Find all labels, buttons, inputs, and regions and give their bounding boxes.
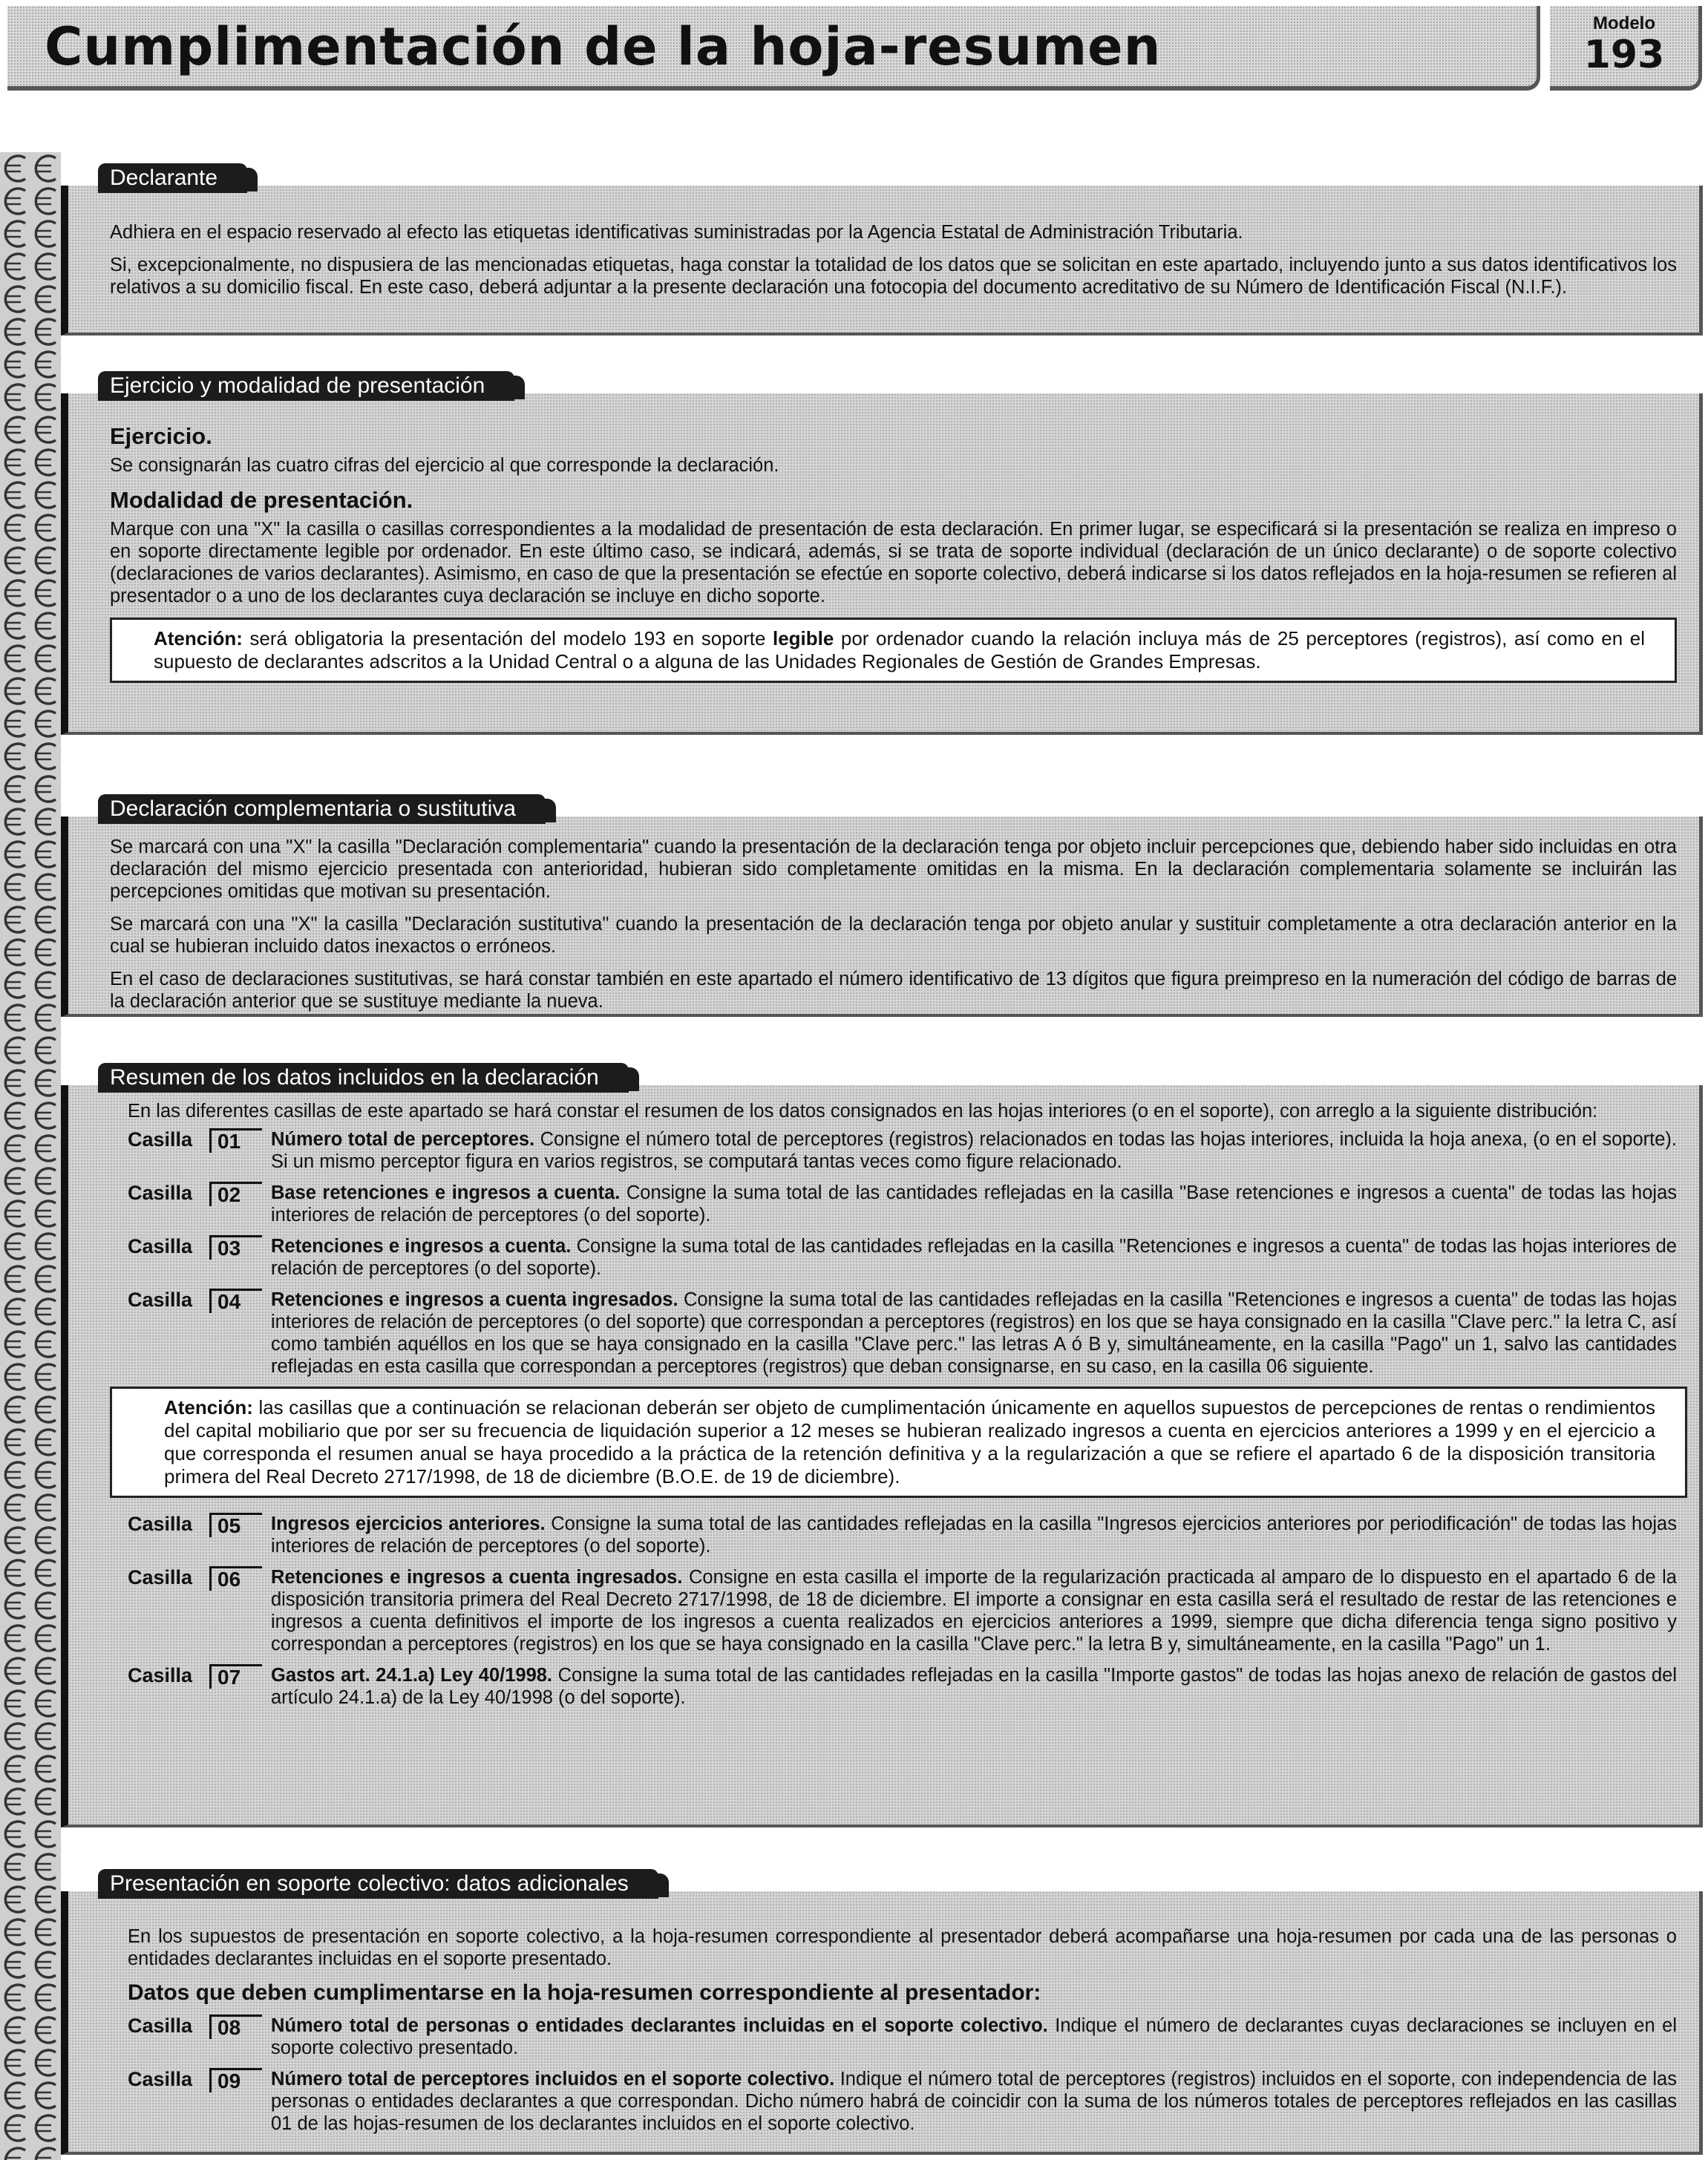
attention-box	[110, 1387, 1687, 1498]
attention-label: Atención:	[164, 1396, 253, 1418]
attention-box	[110, 618, 1677, 683]
section-tab-declarante: Declarante	[98, 163, 247, 193]
section-ejercicio	[61, 373, 1703, 735]
attention-text: por ordenador cuando la relación incluya más de 25 perceptores (registros), así como en el supuesto de declarantes adscritos a la Unidad Central o a alguna de las Unidades Regionales de Gestión de Grandes Empresas.	[154, 627, 1645, 672]
paragraph: Se consignarán las cuatro cifras del ejercicio al que corresponde la declaración.	[110, 455, 779, 476]
modelo-number: 193	[1583, 33, 1665, 77]
attention-text: será obligatoria la presentación del modelo 193 en soporte	[242, 627, 773, 649]
casilla-01: Casilla 01 Número total de perceptores. Consigne el número total de perceptores (registros) relacionados en todas las hojas interiores, incluida la hoja anexa, (o en el soporte). Si un mismo perceptor figura en varios registros, se computará tantas veces como figure relacionado.	[128, 1128, 1678, 1172]
section-tab-colectivo: Presentación en soporte colectivo: datos adicionales	[98, 1869, 658, 1899]
paragraph: Adhiera en el espacio reservado al efecto las etiquetas identificativas suministradas por la Agencia Estatal de Administración Tributaria.	[110, 222, 1243, 243]
paragraph: Se marcará con una "X" la casilla "Declaración sustitutiva" cuando la presentación de la declaración tenga por objeto anular y sustituir completamente a otra declaración anterior en la cual se hubieran incluido datos inexactos o erróneos.	[110, 914, 1677, 957]
section-tab-ejercicio: Ejercicio y modalidad de presentación	[98, 371, 514, 401]
section-complementaria	[61, 796, 1703, 1017]
section-tab-resumen: Resumen de los datos incluidos en la declaración	[98, 1063, 629, 1093]
casilla-04: Casilla 04 Retenciones e ingresos a cuenta ingresados. Consigne la suma total de las cantidades reflejadas en la casilla "Retenciones e ingresos a cuenta" de todas las hojas interiores de relación de perceptores (o del soporte) que correspondan a perceptores (registros) en los que se haya consignado en la casilla "Clave perc." la letra C, así como también aquéllos en los que se haya consignado en la casilla "Clave perc." las letras A ó B y, simultáneamente, en la casilla "Pago" un 1, salvo las cantidades reflejadas en esta casilla que correspondan a perceptores (registros) que deban consignarse, en su caso, en la casilla 06 siguiente.	[128, 1289, 1677, 1377]
section-tab-complementaria: Declaración complementaria o sustitutiva	[98, 794, 546, 824]
casilla-03: Casilla 03 Retenciones e ingresos a cuenta. Consigne la suma total de las cantidades reflejadas en la casilla "Retenciones e ingresos a cuenta" de todas las hojas interiores de relación de perceptores (o del soporte).	[128, 1235, 1677, 1279]
paragraph: Si, excepcionalmente, no dispusiera de las mencionadas etiquetas, haga constar la totalidad de los datos que se solicitan en este apartado, incluyendo junto a sus datos identificativos los relativos a su domicilio fiscal. En este caso, deberá adjuntar a la presente declaración una fotocopia del documento acreditativo de su Número de Identificación Fiscal (N.I.F.).	[110, 255, 1677, 298]
paragraph: Marque con una "X" la casilla o casillas correspondientes a la modalidad de presentación de esta declaración. En primer lugar, se especificará si la presentación se realiza en impreso o en soporte directamente legible por ordenador. En este último caso, se indicará, además, si se trata de soporte individual (declaración de un único declarante) o de soporte colectivo (declaraciones de varios declarantes). Asimismo, en caso de que la presentación se efectúe en soporte colectivo, deberá indicarse si los datos reflejados en la hoja-resumen se refieren al presentador o a uno de los declarantes cuya declaración se incluye en dicho soporte.	[110, 519, 1677, 606]
page-header	[7, 6, 1540, 91]
section-resumen	[61, 1065, 1703, 1827]
attention-text: las casillas que a continuación se relacionan deberán ser objeto de cumplimentación únicamente en aquellos supuestos de percepciones de rentas o rendimientos del capital mobiliario que por ser su frecuencia de liquidación superior a 12 meses se hubieran realizado ingresos a cuenta en ejercicios anteriores a 1999 y en el ejercicio a que corresponda el resumen anual se haya procedido a la práctica de la retención definitiva y a la regularización a que se refiere el apartado 6 de la disposición transitoria primera del Real Decreto 2717/1998, de 18 de diciembre (B.O.E. de 19 de diciembre).	[164, 1396, 1655, 1488]
section-declarante	[61, 166, 1703, 336]
paragraph: En las diferentes casillas de este apartado se hará constar el resumen de los datos consignados en las hojas interiores (o en el soporte), con arreglo a la siguiente distribución:	[128, 1101, 1598, 1122]
attention-bold: legible	[772, 627, 834, 649]
modelo-badge	[1550, 6, 1702, 91]
modelo-label: Modelo	[1593, 13, 1655, 33]
subheading-presentador: Datos que deben cumplimentarse en la hoja-resumen correspondiente al presentador:	[128, 1980, 1041, 2005]
casilla-05: Casilla 05 Ingresos ejercicios anteriores. Consigne la suma total de las cantidades reflejadas en la casilla "Ingresos ejercicios anteriores por periodificación" de todas las hojas interiores de relación de perceptores (o del soporte).	[128, 1513, 1677, 1557]
paragraph: En el caso de declaraciones sustitutivas, se hará constar también en este apartado el número identificativo de 13 dígitos que figura preimpreso en la numeración del código de barras de la declaración anterior que se sustituye mediante la nueva.	[110, 969, 1677, 1012]
subheading-ejercicio: Ejercicio.	[110, 423, 212, 449]
casilla-07: Casilla 07 Gastos art. 24.1.a) Ley 40/1998. Consigne la suma total de las cantidades reflejadas en la casilla "Importe gastos" de todas las hojas anexo de relación de gastos del artículo 24.1.a) de la Ley 40/1998 (o del soporte).	[128, 1664, 1677, 1708]
subheading-modalidad: Modalidad de presentación.	[110, 487, 413, 513]
page-title: Cumplimentación de la hoja-resumen	[45, 16, 1162, 77]
casilla-08: Casilla 08 Número total de personas o entidades declarantes incluidas en el soporte colectivo. Indique el número de declarantes cuyas declaraciones se incluyen en el soporte colectivo presentado.	[128, 2015, 1677, 2058]
casilla-09: Casilla 09 Número total de perceptores incluidos en el soporte colectivo. Indique el número total de perceptores (registros) incluidos en el soporte, con independencia de las personas o entidades declarantes a que correspondan. Dicho número habrá de coincidir con la suma de los números totales de perceptores reflejados en las casillas 01 de las hojas-resumen de los declarantes incluidos en el soporte colectivo.	[128, 2068, 1677, 2134]
casilla-06: Casilla 06 Retenciones e ingresos a cuenta ingresados. Consigne en esta casilla el importe de la regularización practicada al amparo de lo dispuesto en el apartado 6 de la disposición transitoria primera del Real Decreto 2717/1998, de 18 de diciembre. El importe a consignar en esta casilla será el resultado de restar de las retenciones e ingresos a cuenta definitivos el importe de los ingresos a cuenta realizados en ejercicios anteriores a 1999, siempre que dicha diferencia tenga signo positivo y correspondan a perceptores (registros) en los que se haya consignado en la casilla "Clave perc." la letra B y, simultáneamente, en la casilla "Pago" un 1.	[128, 1566, 1677, 1655]
euro-pattern-icon	[0, 152, 61, 2160]
paragraph: En los supuestos de presentación en soporte colectivo, a la hoja-resumen correspondiente al presentador deberá acompañarse una hoja-resumen por cada una de las personas o entidades declarantes incluidas en el soporte presentado.	[128, 1926, 1677, 1969]
attention-label: Atención:	[154, 627, 243, 649]
casilla-02: Casilla 02 Base retenciones e ingresos a cuenta. Consigne la suma total de las cantidades reflejadas en la casilla "Base retenciones e ingresos a cuenta" de todas las hojas interiores de relación de perceptores (o del soporte).	[128, 1182, 1677, 1225]
section-colectivo	[61, 1871, 1703, 2155]
paragraph: Se marcará con una "X" la casilla "Declaración complementaria" cuando la presentación de la declaración tenga por objeto incluir percepciones que, debiendo haber sido incluidas en otra declaración del mismo ejercicio presentada con anterioridad, hubieran sido completamente omitidas en la misma. En la declaración complementaria solamente se incluirán las percepciones omitidas que motivan su presentación.	[110, 837, 1677, 902]
